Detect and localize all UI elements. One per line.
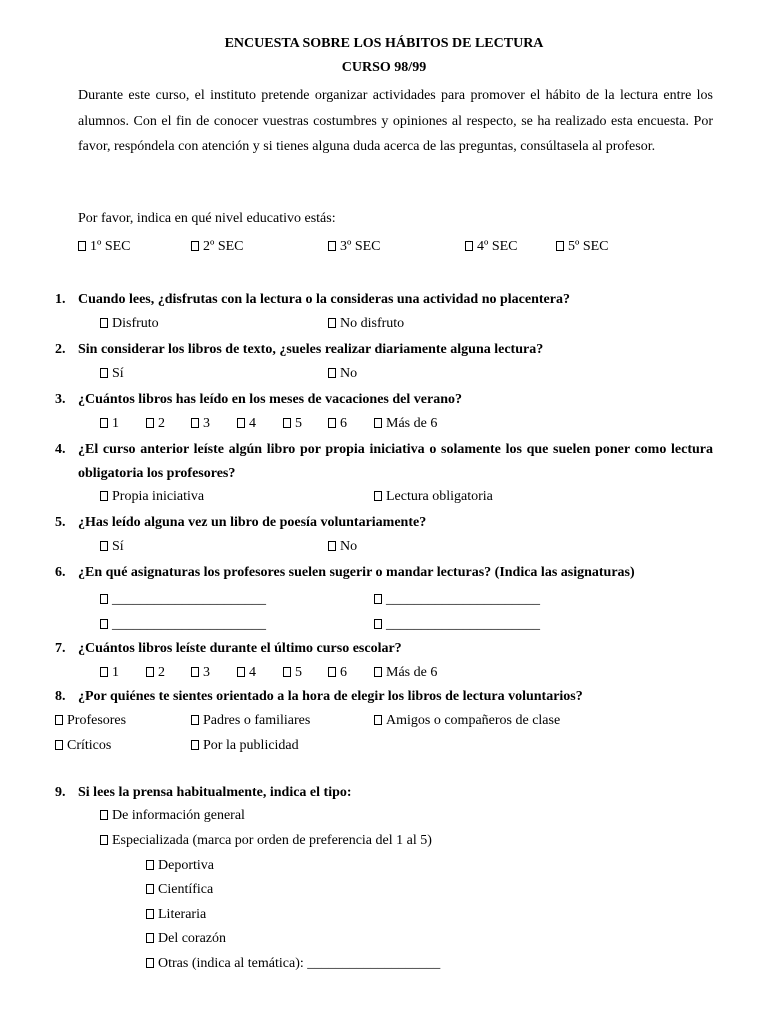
checkbox-icon[interactable] — [146, 667, 154, 677]
checkbox-icon[interactable] — [100, 594, 108, 604]
checkbox-icon[interactable] — [100, 491, 108, 501]
q4-option[interactable]: Propia iniciativa — [100, 489, 204, 505]
level-option-2[interactable]: 2º SEC — [191, 239, 244, 255]
question-number: 6. — [55, 565, 66, 580]
checkbox-icon[interactable] — [78, 241, 86, 251]
checkbox-icon[interactable] — [374, 619, 382, 629]
level-option-3[interactable]: 3º SEC — [328, 239, 381, 255]
checkbox-icon[interactable] — [55, 715, 63, 725]
checkbox-icon[interactable] — [374, 594, 382, 604]
checkbox-icon[interactable] — [328, 541, 336, 551]
level-option-5[interactable]: 5º SEC — [556, 239, 609, 255]
q3-option[interactable]: 1 — [100, 416, 119, 432]
question-number: 5. — [55, 515, 66, 530]
q7-option[interactable]: 4 — [237, 665, 256, 681]
checkbox-icon[interactable] — [146, 884, 154, 894]
checkbox-icon[interactable] — [283, 667, 291, 677]
q7-option[interactable]: 1 — [100, 665, 119, 681]
q5-option[interactable]: Sí — [100, 539, 124, 555]
checkbox-icon[interactable] — [374, 491, 382, 501]
question-6-text: ¿En qué asignaturas los profesores suelen sugerir o mandar lecturas? (Indica las asignaturas) — [78, 565, 635, 580]
question-number: 8. — [55, 689, 66, 704]
question-number: 3. — [55, 392, 66, 407]
question-number: 1. — [55, 292, 66, 307]
checkbox-icon[interactable] — [100, 835, 108, 845]
checkbox-icon[interactable] — [100, 619, 108, 629]
checkbox-icon[interactable] — [191, 740, 199, 750]
checkbox-icon[interactable] — [100, 368, 108, 378]
q3-option[interactable]: Más de 6 — [374, 416, 437, 432]
q9-sub-option[interactable]: Del corazón — [146, 931, 226, 947]
q2-option[interactable]: No — [328, 366, 357, 382]
checkbox-icon[interactable] — [191, 418, 199, 428]
checkbox-icon[interactable] — [328, 241, 336, 251]
level-option-1[interactable]: 1º SEC — [78, 239, 131, 255]
q6-blank[interactable]: ______________________ — [374, 592, 540, 608]
q9-option[interactable]: De información general — [100, 808, 245, 824]
q8-option[interactable]: Por la publicidad — [191, 738, 299, 754]
q7-option[interactable]: 3 — [191, 665, 210, 681]
checkbox-icon[interactable] — [100, 810, 108, 820]
checkbox-icon[interactable] — [374, 715, 382, 725]
q6-blank[interactable]: ______________________ — [100, 617, 266, 633]
checkbox-icon[interactable] — [191, 715, 199, 725]
checkbox-icon[interactable] — [328, 318, 336, 328]
question-4-text: ¿El curso anterior leíste algún libro por propia iniciativa o solamente los que suelen poner como lectura obligatoria los profesores? — [78, 442, 713, 481]
checkbox-icon[interactable] — [237, 667, 245, 677]
question-number: 4. — [55, 442, 66, 457]
checkbox-icon[interactable] — [100, 318, 108, 328]
checkbox-icon[interactable] — [237, 418, 245, 428]
survey-subtitle: CURSO 98/99 — [341, 60, 427, 75]
checkbox-icon[interactable] — [100, 541, 108, 551]
q7-option[interactable]: 6 — [328, 665, 347, 681]
intro-paragraph: Durante este curso, el instituto pretende organizar actividades para promover el hábito de la lectura entre los alumnos. Con el fin de conocer vuestras costumbres y opiniones al respecto, se ha realizado esta encuesta. Por favor, respóndela con atención y si tienes alguna duda acerca de las preguntas, consúltasela al profesor. — [78, 88, 713, 154]
survey-title: ENCUESTA SOBRE LOS HÁBITOS DE LECTURA — [224, 36, 544, 51]
q3-option[interactable]: 2 — [146, 416, 165, 432]
q3-option[interactable]: 6 — [328, 416, 347, 432]
q8-option[interactable]: Padres o familiares — [191, 713, 310, 729]
q1-option[interactable]: Disfruto — [100, 316, 159, 332]
q8-option[interactable]: Amigos o compañeros de clase — [374, 713, 560, 729]
question-2-text: Sin considerar los libros de texto, ¿sueles realizar diariamente alguna lectura? — [78, 342, 544, 357]
checkbox-icon[interactable] — [55, 740, 63, 750]
question-number: 9. — [55, 785, 66, 800]
question-number: 2. — [55, 342, 66, 357]
q9-option[interactable]: Especializada (marca por orden de preferencia del 1 al 5) — [100, 833, 432, 849]
question-9-text: Si lees la prensa habitualmente, indica el tipo: — [78, 785, 352, 800]
checkbox-icon[interactable] — [283, 418, 291, 428]
question-1-text: Cuando lees, ¿disfrutas con la lectura o la consideras una actividad no placentera? — [78, 292, 570, 307]
question-5-text: ¿Has leído alguna vez un libro de poesía voluntariamente? — [78, 515, 427, 530]
q7-option[interactable]: 2 — [146, 665, 165, 681]
q7-option[interactable]: 5 — [283, 665, 302, 681]
checkbox-icon[interactable] — [100, 667, 108, 677]
q1-option[interactable]: No disfruto — [328, 316, 404, 332]
checkbox-icon[interactable] — [191, 241, 199, 251]
checkbox-icon[interactable] — [191, 667, 199, 677]
q9-sub-option[interactable]: Otras (indica al temática): ___________________ — [146, 956, 440, 972]
q9-sub-option[interactable]: Literaria — [146, 907, 206, 923]
question-8-text: ¿Por quiénes te sientes orientado a la hora de elegir los libros de lectura voluntarios? — [78, 689, 583, 704]
checkbox-icon[interactable] — [374, 418, 382, 428]
checkbox-icon[interactable] — [146, 418, 154, 428]
question-7-text: ¿Cuántos libros leíste durante el último curso escolar? — [78, 641, 402, 656]
checkbox-icon[interactable] — [556, 241, 564, 251]
q8-option[interactable]: Críticos — [55, 738, 111, 754]
q6-blank[interactable]: ______________________ — [100, 592, 266, 608]
level-prompt: Por favor, indica en qué nivel educativo estás: — [78, 211, 336, 226]
question-3-text: ¿Cuántos libros has leído en los meses de vacaciones del verano? — [78, 392, 462, 407]
q6-blank[interactable]: ______________________ — [374, 617, 540, 633]
checkbox-icon[interactable] — [328, 667, 336, 677]
q4-option[interactable]: Lectura obligatoria — [374, 489, 493, 505]
checkbox-icon[interactable] — [146, 860, 154, 870]
checkbox-icon[interactable] — [374, 667, 382, 677]
q3-option[interactable]: 3 — [191, 416, 210, 432]
q9-sub-option[interactable]: Deportiva — [146, 858, 214, 874]
q3-option[interactable]: 4 — [237, 416, 256, 432]
q5-option[interactable]: No — [328, 539, 357, 555]
q2-option[interactable]: Sí — [100, 366, 124, 382]
checkbox-icon[interactable] — [328, 418, 336, 428]
q9-sub-option[interactable]: Científica — [146, 882, 213, 898]
level-option-4[interactable]: 4º SEC — [465, 239, 518, 255]
checkbox-icon[interactable] — [100, 418, 108, 428]
question-number: 7. — [55, 641, 66, 656]
checkbox-icon[interactable] — [465, 241, 473, 251]
q7-option[interactable]: Más de 6 — [374, 665, 437, 681]
checkbox-icon[interactable] — [146, 958, 154, 968]
q3-option[interactable]: 5 — [283, 416, 302, 432]
checkbox-icon[interactable] — [328, 368, 336, 378]
q8-option[interactable]: Profesores — [55, 713, 126, 729]
checkbox-icon[interactable] — [146, 909, 154, 919]
checkbox-icon[interactable] — [146, 933, 154, 943]
